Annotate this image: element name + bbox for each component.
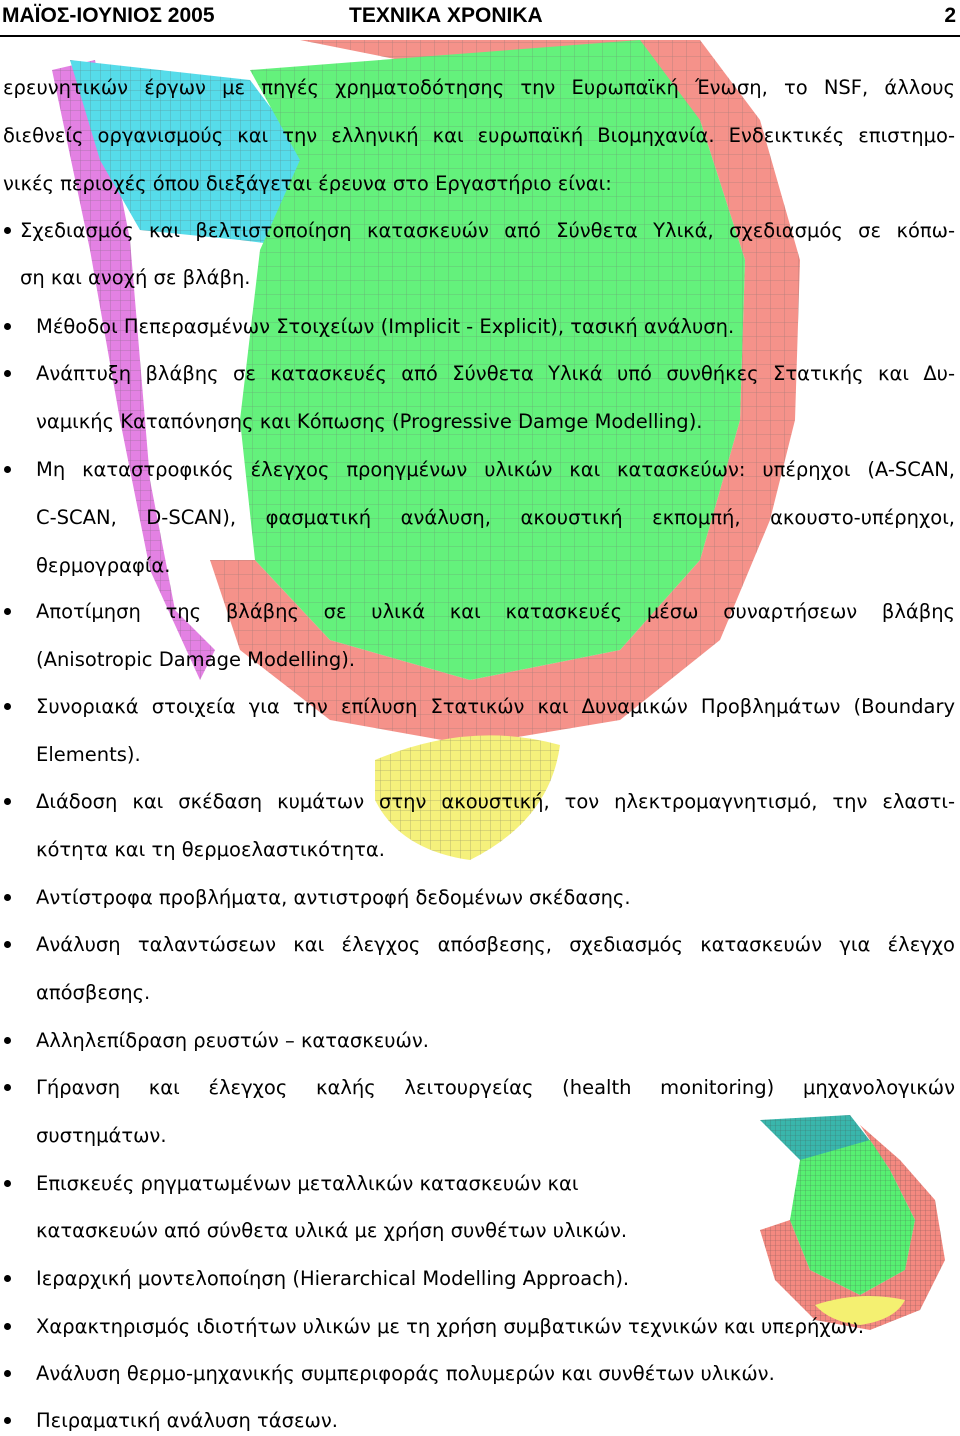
header-page-number: 2 — [944, 4, 956, 27]
bullet-text: Σχεδιασμός και βελτιστοποίηση κατασκευών από Σύνθετα Υλικά, σχεδιασμός σε κόπω- — [20, 219, 955, 242]
bullet-text: Μη καταστροφικός έλεγχος προηγμένων υλικών και κατασκεύων: υπέρηχοι (A-SCAN, — [36, 458, 955, 481]
large-mesh — [52, 40, 800, 860]
bullet-text: Επισκευές ρηγματωμένων μεταλλικών κατασκευών και — [36, 1172, 579, 1195]
page-header — [0, 0, 960, 34]
bullet-dot — [4, 1275, 11, 1282]
bullet-text: Ανάπτυξη βλάβης σε κατασκευές από Σύνθετα Υλικά υπό συνθήκες Στατικής και Δυ- — [36, 362, 955, 385]
bullet-dot — [4, 323, 11, 330]
bullet-text: κατασκευών από σύνθετα υλικά με χρήση συνθέτων υλικών. — [36, 1219, 628, 1242]
bullet-dot — [4, 1370, 11, 1377]
bullet-dot — [4, 227, 11, 234]
bullet-text: Αποτίμηση της βλάβης σε υλικά και κατασκευές μέσω συναρτήσεων βλάβης — [36, 600, 955, 623]
bullet-text: Μέθοδοι Πεπερασμένων Στοιχείων (Implicit - Explicit), τασική ανάλυση. — [36, 315, 735, 338]
bullet-dot — [4, 1417, 11, 1424]
intro-line-2: διεθνείς οργανισμούς και την ελληνική και ευρωπαϊκή Βιομηχανία. Ενδεικτικές επιστημο- — [3, 124, 955, 147]
intro-line-3: νικές περιοχές όπου διεξάγεται έρευνα στο Εργαστήριο είναι: — [3, 172, 612, 195]
bullet-dot — [4, 608, 11, 615]
bullet-dot — [4, 941, 11, 948]
bullet-dot — [4, 1323, 11, 1330]
header-divider — [0, 35, 960, 37]
bullet-text: C-SCAN, D-SCAN), φασματική ανάλυση, ακουστική εκπομπή, ακουστο-υπέρηχοι, — [36, 506, 955, 529]
header-publication: ΤΕΧΝΙΚΑ ΧΡΟΝΙΚΑ — [349, 4, 543, 27]
bullet-text: Πειραματική ανάλυση τάσεων. — [36, 1409, 338, 1432]
bullet-dot — [4, 466, 11, 473]
bullet-dot — [4, 894, 11, 901]
bullet-text: Ανάλυση ταλαντώσεων και έλεγχος απόσβεσης, σχεδιασμός κατασκευών για έλεγχο — [36, 933, 955, 956]
bullet-text: ναμικής Καταπόνησης και Κόπωσης (Progressive Damge Modelling). — [36, 410, 703, 433]
bullet-dot — [4, 703, 11, 710]
bullet-text: ση και ανοχή σε βλάβη. — [20, 266, 251, 289]
bullet-text: απόσβεσης. — [36, 981, 151, 1004]
bullet-text: Χαρακτηρισμός ιδιοτήτων υλικών με τη χρήση συμβατικών τεχνικών και υπερήχων. — [36, 1315, 865, 1338]
bullet-text: κότητα και τη θερμοελαστικότητα. — [36, 838, 385, 861]
bullet-text: θερμογραφία. — [36, 554, 171, 577]
bullet-text: (Anisotropic Damage Modelling). — [36, 648, 356, 671]
bullet-text: Αντίστροφα προβλήματα, αντιστροφή δεδομένων σκέδασης. — [36, 886, 631, 909]
bullet-dot — [4, 1084, 11, 1091]
bullet-dot — [4, 1037, 11, 1044]
bullet-text: Συνοριακά στοιχεία για την επίλυση Στατικών και Δυναμικών Προβλημάτων (Boundary — [36, 695, 955, 718]
bullet-text: Elements). — [36, 743, 141, 766]
bullet-text: Ανάλυση θερμο-μηχανικής συμπεριφοράς πολυμερών και συνθέτων υλικών. — [36, 1362, 775, 1385]
header-date: ΜΑΪΟΣ-ΙΟΥΝΙΟΣ 2005 — [2, 4, 215, 27]
intro-line-1: ερευνητικών έργων με πηγές χρηματοδότησης την Ευρωπαϊκή Ένωση, το NSF, άλλους — [3, 76, 955, 99]
bullet-text: Γήρανση και έλεγχος καλής λειτουργείας (health monitoring) μηχανολογικών — [36, 1076, 955, 1099]
bullet-text: συστημάτων. — [36, 1124, 167, 1147]
bullet-text: Διάδοση και σκέδαση κυμάτων στην ακουστική, τον ηλεκτρομαγνητισμό, την ελαστι- — [36, 790, 955, 813]
bullet-dot — [4, 798, 11, 805]
small-mesh — [760, 1115, 945, 1330]
bullet-text: Αλληλεπίδραση ρευστών – κατασκευών. — [36, 1029, 429, 1052]
bullet-dot — [4, 370, 11, 377]
bullet-text: Ιεραρχική μοντελοποίηση (Hierarchical Modelling Approach). — [36, 1267, 630, 1290]
bullet-dot — [4, 1180, 11, 1187]
